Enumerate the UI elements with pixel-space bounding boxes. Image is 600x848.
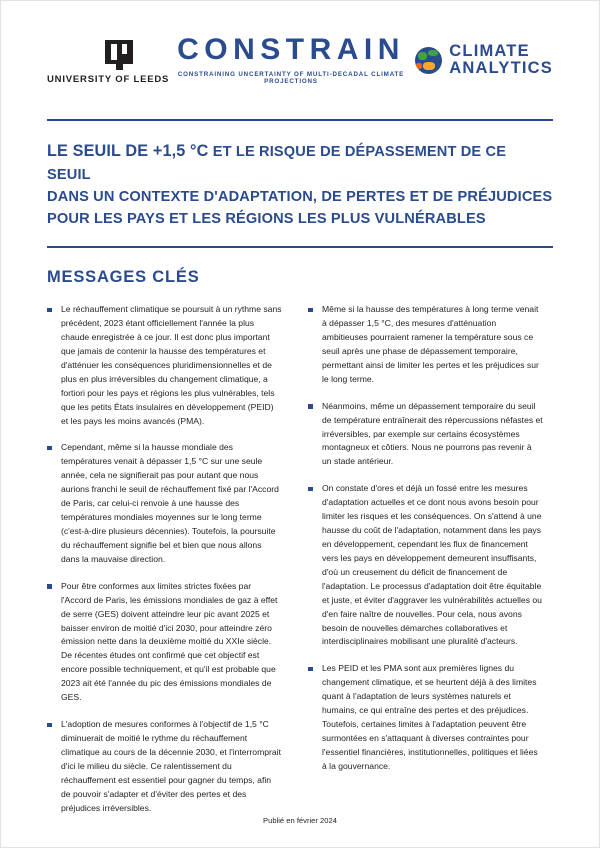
key-messages-columns [1,287,599,828]
right-column [308,303,543,828]
climate-analytics-line2: ANALYTICS [449,59,553,77]
list-item: Cependant, même si la hausse mondiale des températures venait à dépasser 1,5 °C sur une seule année, cela ne signifierait pas pour autant que nous aurions franchi le seuil de réchauffement fixé par l'Accord de Paris, car celui-ci renvoie à une hausse des températures mondiales moyennes sur le long terme (c'est-à-dire plusieurs décennies). Toutefois, la poursuite du réchauffement signifie bel et bien que nous allons dans la mauvaise direction. [47,441,282,566]
bullet-list-left [47,303,282,815]
list-item: Néanmoins, même un dépassement temporaire du seuil de température entraînerait des répercussions néfastes et irréversibles, par exemple sur certains écosystèmes montagneux et côtiers. Nous ne pourrons pas revenir à un stade antérieur. [308,400,543,470]
constrain-tagline: CONSTRAINING UNCERTAINTY OF MULTI-DECADAL CLIMATE PROJECTIONS [177,71,405,85]
document-header [1,1,599,119]
title-line1-emphasis: LE SEUIL DE +1,5 °C [47,142,209,160]
title-line2: DANS UN CONTEXTE D'ADAPTATION, DE PERTES ET DE PRÉJUDICES [47,188,553,205]
globe-icon [415,47,442,74]
list-item: Même si la hausse des températures à long terme venait à dépasser 1,5 °C, des mesures d'atténuation ambitieuses pourraient ramener la température sous ce seuil après une phase de dépassement temporaire, permettant ainsi de limiter les pertes et les préjudices sur le long terme. [308,303,543,387]
leeds-shield-icon [105,40,133,70]
footer-published-date: Publié en février 2024 [263,816,337,825]
section-heading: MESSAGES CLÉS [47,268,200,287]
title-line3: POUR LES PAYS ET LES RÉGIONS LES PLUS VULNÉRABLES [47,210,486,227]
list-item: Les PEID et les PMA sont aux premières lignes du changement climatique, et se heurtent déjà à des limites quant à l'adaptation de leurs systèmes naturels et humains, ce qui entraîne des pertes et des préjudices. Toutefois, certaines limites à l'adaptation peuvent être surmontées en s'attaquant à diverses contraintes pour l'essentiel financières, institutionnelles, politiques et liées à la gouvernance. [308,662,543,773]
climate-analytics-logo [421,43,553,78]
bullet-list-right [308,303,543,774]
page-title [47,139,553,230]
climate-analytics-line1: CLIMATE [449,41,530,60]
list-item: Pour être conformes aux limites strictes fixées par l'Accord de Paris, les émissions mondiales de gaz à effet de serre (GES) doivent atteindre leur pic avant 2025 et baisser environ de moitié d'ici 2030, pour atteindre zéro émission nette dans la deuxième moitié du XXIe siècle. De récentes études ont confirmé que cet objectif est encore possible techniquement, et qu'il est probable que 2023 ait été l'année du pic des émissions mondiales de GES. [47,580,282,705]
left-column [47,303,282,828]
list-item: On constate d'ores et déjà un fossé entre les mesures d'adaptation actuelles et ce dont nous avons besoin pour limiter les risques et les conséquences. On s'attend à une hausse du coût de l'adaptation, notamment dans les pays en développement, cependant les flux de financement vers les pays en développement demeurent insuffisants, d'où un creusement du déficit de financement de l'adaptation. Le processus d'adaptation doit être équitable et juste, et éviter d'aggraver les vulnérabilités actuelles ou d'en faire naître de nouvelles. Pour cela, nous avons besoin de nouvelles démarches collaboratives et interdisciplinaires mobilisant une pluralité d'acteurs. [308,482,543,649]
university-of-leeds-logo [47,40,170,85]
title-line1-rest: ET LE RISQUE DE DÉPASSEMENT DE CE SEUIL [47,144,507,183]
title-block [1,121,599,246]
constrain-logo [161,35,421,85]
university-name: UNIVERSITY OF LEEDS [47,73,170,85]
constrain-wordmark: CONSTRAIN [177,33,405,66]
list-item: L'adoption de mesures conformes à l'objectif de 1,5 °C diminuerait de moitié le rythme du réchauffement climatique au cours de la décennie 2030, et l'interromprait d'ici le milieu du siècle. Ce ralentissement du réchauffement est essentiel pour gagner du temps, afin de pouvoir s'adapter et d'éviter des pertes et des préjudices irréversibles. [47,718,282,815]
list-item: Le réchauffement climatique se poursuit à un rythme sans précédent, 2023 étant officiellement l'année la plus chaude enregistrée à ce jour. Il est donc plus important que jamais de contenir la hausse des températures et d'atténuer les conséquences pluridimensionnelles et de plus en plus irréversibles du changement climatique, a fortiori pour les pays et régions les plus vulnérables, tels que les petits États insulaires en développement (PEID) et les pays les moins avancés (PMA). [47,303,282,428]
